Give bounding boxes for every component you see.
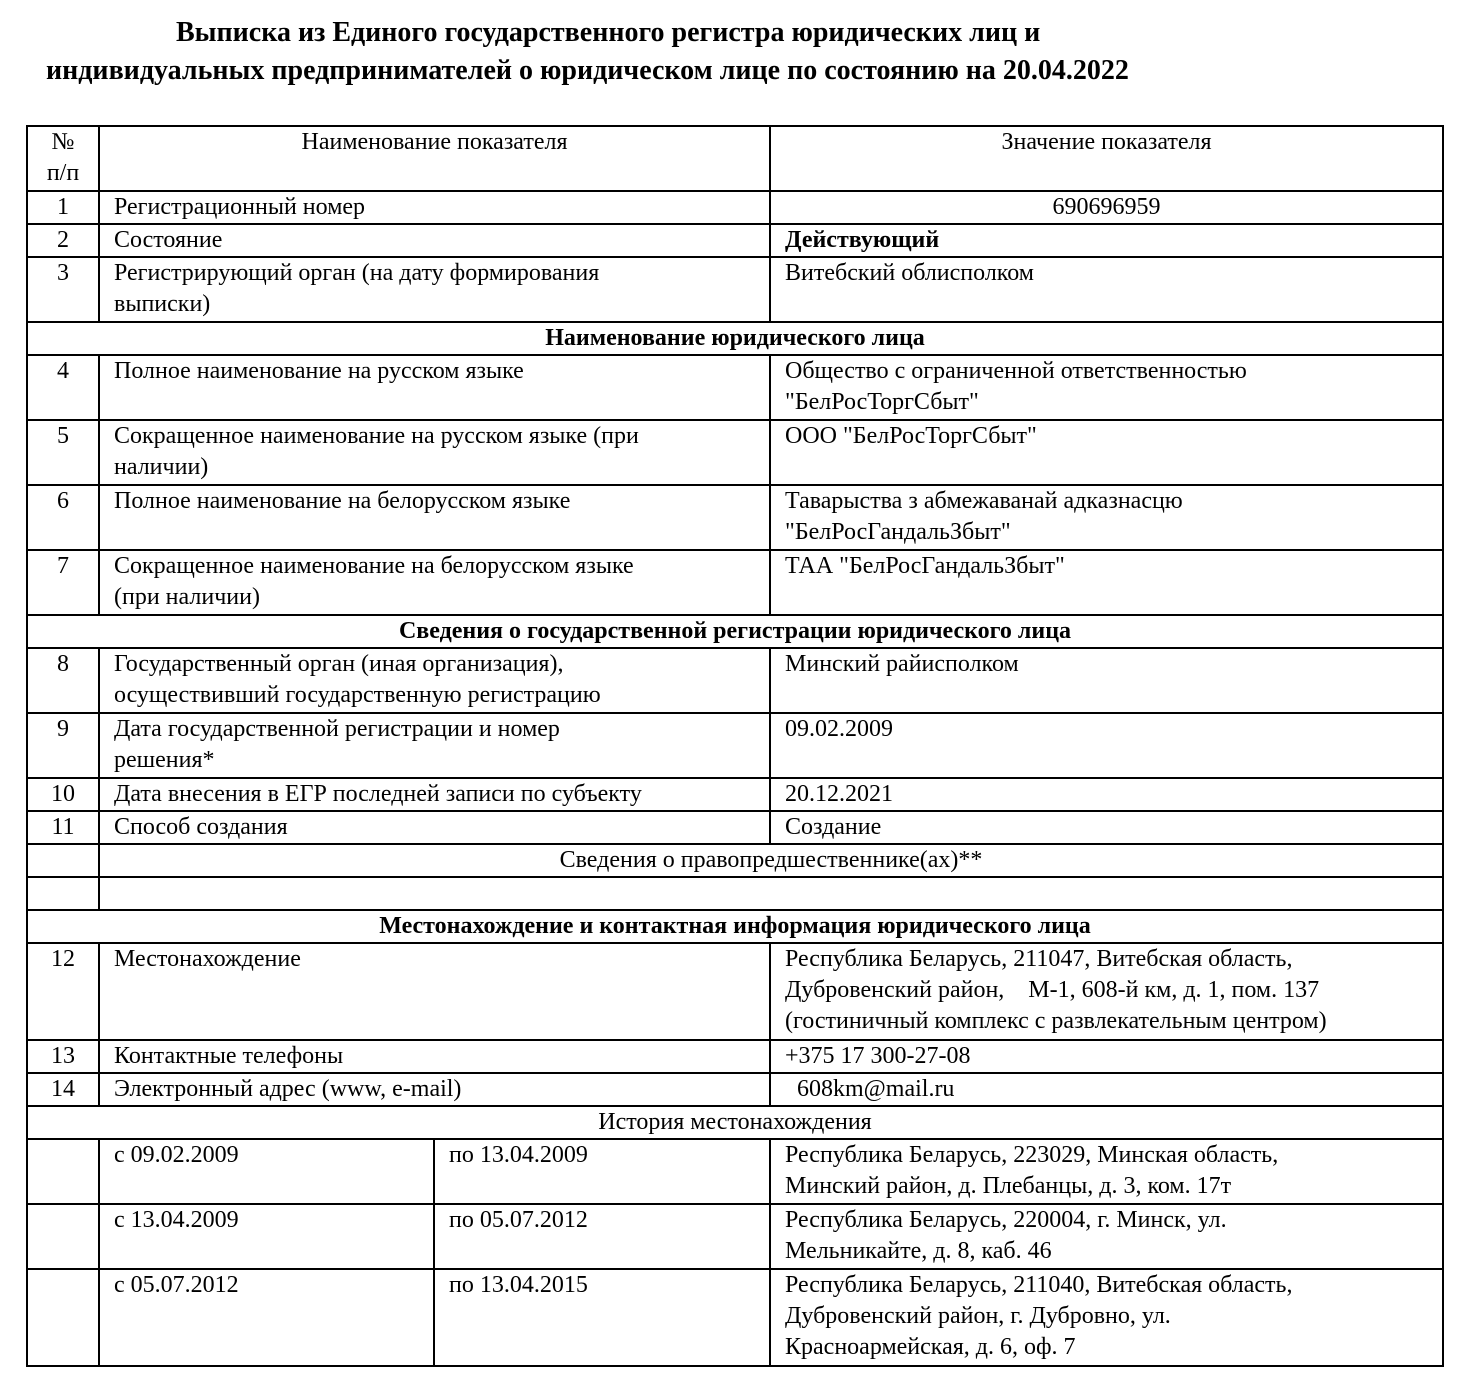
registration-number: 690696959	[770, 191, 1443, 224]
section-header-row	[27, 322, 1443, 355]
document-title	[0, 14, 1474, 90]
history-to: по 05.07.2012	[434, 1204, 770, 1269]
row-label: Дата государственной регистрации и номер решения*	[99, 713, 770, 778]
history-from: с 13.04.2009	[99, 1204, 434, 1269]
table-row: 1 Регистрационный номер 690696959	[27, 191, 1443, 224]
section-title-location: Местонахождение и контактная информация юридического лица	[27, 910, 1443, 943]
table-row: 2 Состояние Действующий	[27, 224, 1443, 257]
table-row: 4 Полное наименование на русском языке Общество с ограниченной ответственностью "БелРосТоргСбыт"	[27, 355, 1443, 420]
history-address: Республика Беларусь, 211040, Витебская область, Дубровенский район, г. Дубровно, ул. Красноармейская, д. 6, оф. 7	[770, 1269, 1443, 1366]
history-row	[27, 1139, 1443, 1204]
row-label: Местонахождение	[99, 943, 770, 1040]
history-row	[27, 1269, 1443, 1366]
row-label: Состояние	[99, 224, 770, 257]
table-row: 6 Полное наименование на белорусском языке Таварыства з абмежаванай адказнасцю "БелРосГандальЗбыт"	[27, 485, 1443, 550]
contact-email: 608km@mail.ru	[770, 1073, 1443, 1106]
history-from: с 05.07.2012	[99, 1269, 434, 1366]
row-value: 09.02.2009	[770, 713, 1443, 778]
history-label: История местонахождения	[27, 1106, 1443, 1139]
section-header-row	[27, 910, 1443, 943]
document-title-line-1: Выписка из Единого государственного регистра юридических лиц и	[176, 17, 1041, 48]
row-label: Способ создания	[99, 811, 770, 844]
section-header-row	[27, 615, 1443, 648]
document-title-line-2: индивидуальных предпринимателей о юридическом лице по состоянию на 20.04.2022	[46, 55, 1129, 86]
row-label: Контактные телефоны	[99, 1040, 770, 1073]
row-value: ООО "БелРосТоргСбыт"	[770, 420, 1443, 485]
history-header-row	[27, 1106, 1443, 1139]
row-value: Создание	[770, 811, 1443, 844]
row-label: Регистрационный номер	[99, 191, 770, 224]
table-row: 7 Сокращенное наименование на белорусском языке (при наличии) ТАА "БелРосГандальЗбыт"	[27, 550, 1443, 615]
row-value: 20.12.2021	[770, 778, 1443, 811]
header-indicator-value: Значение показателя	[770, 126, 1443, 191]
row-label: Полное наименование на белорусском языке	[99, 485, 770, 550]
table-row: 12 Местонахождение Республика Беларусь, 211047, Витебская область, Дубровенский район, М-1, 608-й км, д. 1, пом. 137 (гостиничный комплекс с развлекательным центром)	[27, 943, 1443, 1040]
status-value: Действующий	[770, 224, 1443, 257]
row-value: Витебский облисполком	[770, 257, 1443, 322]
history-row	[27, 1204, 1443, 1269]
table-row: 9 Дата государственной регистрации и номер решения* 09.02.2009	[27, 713, 1443, 778]
row-value: Минский райисполком	[770, 648, 1443, 713]
table-row: 3 Регистрирующий орган (на дату формирования выписки) Витебский облисполком	[27, 257, 1443, 322]
location-address: Республика Беларусь, 211047, Витебская область, Дубровенский район, М-1, 608-й км, д. 1, пом. 137 (гостиничный комплекс с развлекательным центром)	[770, 943, 1443, 1040]
predecessors-row	[27, 844, 1443, 877]
table-header-row	[27, 126, 1443, 191]
row-label: Электронный адрес (www, e-mail)	[99, 1073, 770, 1106]
row-value: ТАА "БелРосГандальЗбыт"	[770, 550, 1443, 615]
history-address: Республика Беларусь, 220004, г. Минск, ул. Мельникайте, д. 8, каб. 46	[770, 1204, 1443, 1269]
register-extract-table	[26, 125, 1444, 1367]
section-title-registration: Сведения о государственной регистрации юридического лица	[27, 615, 1443, 648]
predecessors-label: Сведения о правопредшественнике(ах)**	[99, 844, 1443, 877]
row-label: Сокращенное наименование на русском языке (при наличии)	[99, 420, 770, 485]
contact-phone: +375 17 300-27-08	[770, 1040, 1443, 1073]
row-label: Государственный орган (иная организация), осуществивший государственную регистрацию	[99, 648, 770, 713]
table-row: 11 Способ создания Создание	[27, 811, 1443, 844]
row-value: Таварыства з абмежаванай адказнасцю "БелРосГандальЗбыт"	[770, 485, 1443, 550]
table-row: 5 Сокращенное наименование на русском языке (при наличии) ООО "БелРосТоргСбыт"	[27, 420, 1443, 485]
table-row: 10 Дата внесения в ЕГР последней записи по субъекту 20.12.2021	[27, 778, 1443, 811]
history-to: по 13.04.2009	[434, 1139, 770, 1204]
row-label: Полное наименование на русском языке	[99, 355, 770, 420]
table-row: 14 Электронный адрес (www, e-mail) 608km@mail.ru	[27, 1073, 1443, 1106]
history-to: по 13.04.2015	[434, 1269, 770, 1366]
header-indicator-name: Наименование показателя	[99, 126, 770, 191]
row-label: Дата внесения в ЕГР последней записи по субъекту	[99, 778, 770, 811]
table-row: 8 Государственный орган (иная организация), осуществивший государственную регистрацию Минский райисполком	[27, 648, 1443, 713]
row-label: Регистрирующий орган (на дату формирования выписки)	[99, 257, 770, 322]
header-number: № п/п	[27, 126, 99, 191]
row-value: Общество с ограниченной ответственностью "БелРосТоргСбыт"	[770, 355, 1443, 420]
section-title-name: Наименование юридического лица	[27, 322, 1443, 355]
row-label: Сокращенное наименование на белорусском языке (при наличии)	[99, 550, 770, 615]
predecessors-empty-row	[27, 877, 1443, 910]
table-row: 13 Контактные телефоны +375 17 300-27-08	[27, 1040, 1443, 1073]
history-address: Республика Беларусь, 223029, Минская область, Минский район, д. Плебанцы, д. 3, ком. 17т	[770, 1139, 1443, 1204]
history-from: с 09.02.2009	[99, 1139, 434, 1204]
